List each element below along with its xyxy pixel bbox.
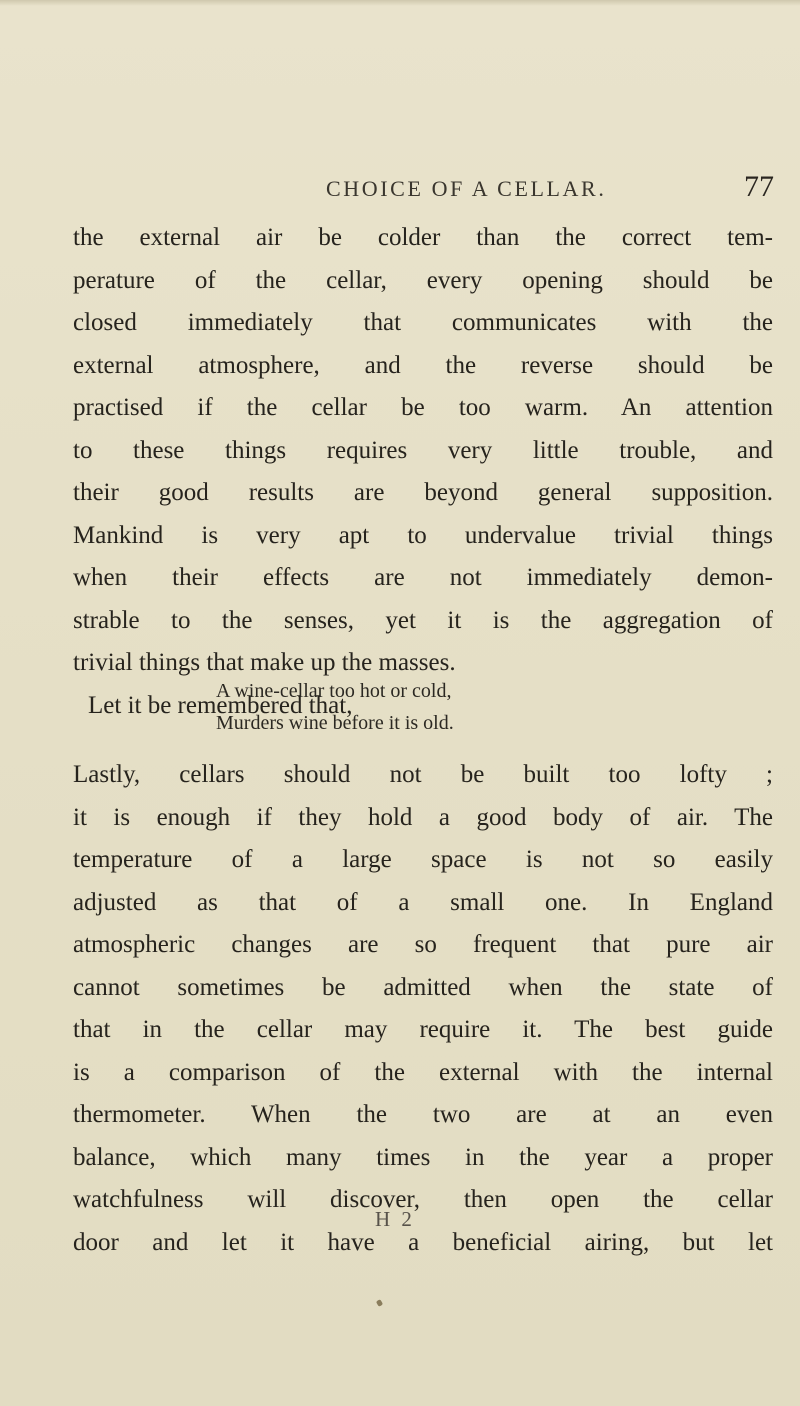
text-line: door and let it have a beneficial airing, but let (73, 1228, 773, 1256)
text-line: temperature of a large space is not so easily (73, 846, 773, 873)
text-line: thermometer. When the two are at an even (73, 1101, 773, 1128)
verse-line-2: Murders wine before it is old. (216, 712, 454, 734)
text-line: Mankind is very apt to undervalue trivial things (73, 521, 773, 549)
text-line: their good results are beyond general supposition. (73, 479, 773, 506)
paragraph-1 (73, 217, 773, 727)
verse-line-1: A wine-cellar too hot or cold, (216, 680, 452, 702)
text-line: adjusted as that of a small one. In England (73, 888, 773, 916)
text-line: is a comparison of the external with the internal (73, 1058, 773, 1086)
text-line: watchfulness will discover, then open the cellar (73, 1186, 773, 1213)
text-line: atmospheric changes are so frequent that pure air (73, 931, 773, 958)
page-number: 77 (744, 170, 774, 203)
running-title: CHOICE OF A CELLAR. (326, 176, 607, 201)
signature-mark: H 2 (375, 1207, 415, 1231)
text-line: cannot sometimes be admitted when the state of (73, 973, 773, 1001)
text-line: closed immediately that communicates with the (73, 309, 773, 336)
running-head (326, 172, 790, 208)
text-line: trivial things that make up the masses. (73, 649, 456, 676)
text-line: the external air be colder than the correct tem- (73, 224, 773, 251)
text-line: when their effects are not immediately demon- (73, 564, 773, 591)
paragraph-2 (73, 754, 773, 1264)
text-line: balance, which many times in the year a proper (73, 1143, 773, 1171)
text-line: it is enough if they hold a good body of air. The (73, 803, 773, 831)
page-top-edge (0, 0, 800, 6)
text-line: practised if the cellar be too warm. An attention (73, 394, 773, 421)
text-line: that in the cellar may require it. The best guide (73, 1016, 773, 1043)
paper-speck (376, 1299, 383, 1307)
lead-in-line: Let it be remembered that, (88, 691, 353, 719)
text-line: perature of the cellar, every opening should be (73, 266, 773, 294)
text-line: external atmosphere, and the reverse should be (73, 351, 773, 379)
text-line: to these things requires very little trouble, and (73, 436, 773, 464)
text-line: strable to the senses, yet it is the aggregation of (73, 606, 773, 634)
text-line: Lastly, cellars should not be built too lofty ; (73, 761, 773, 788)
